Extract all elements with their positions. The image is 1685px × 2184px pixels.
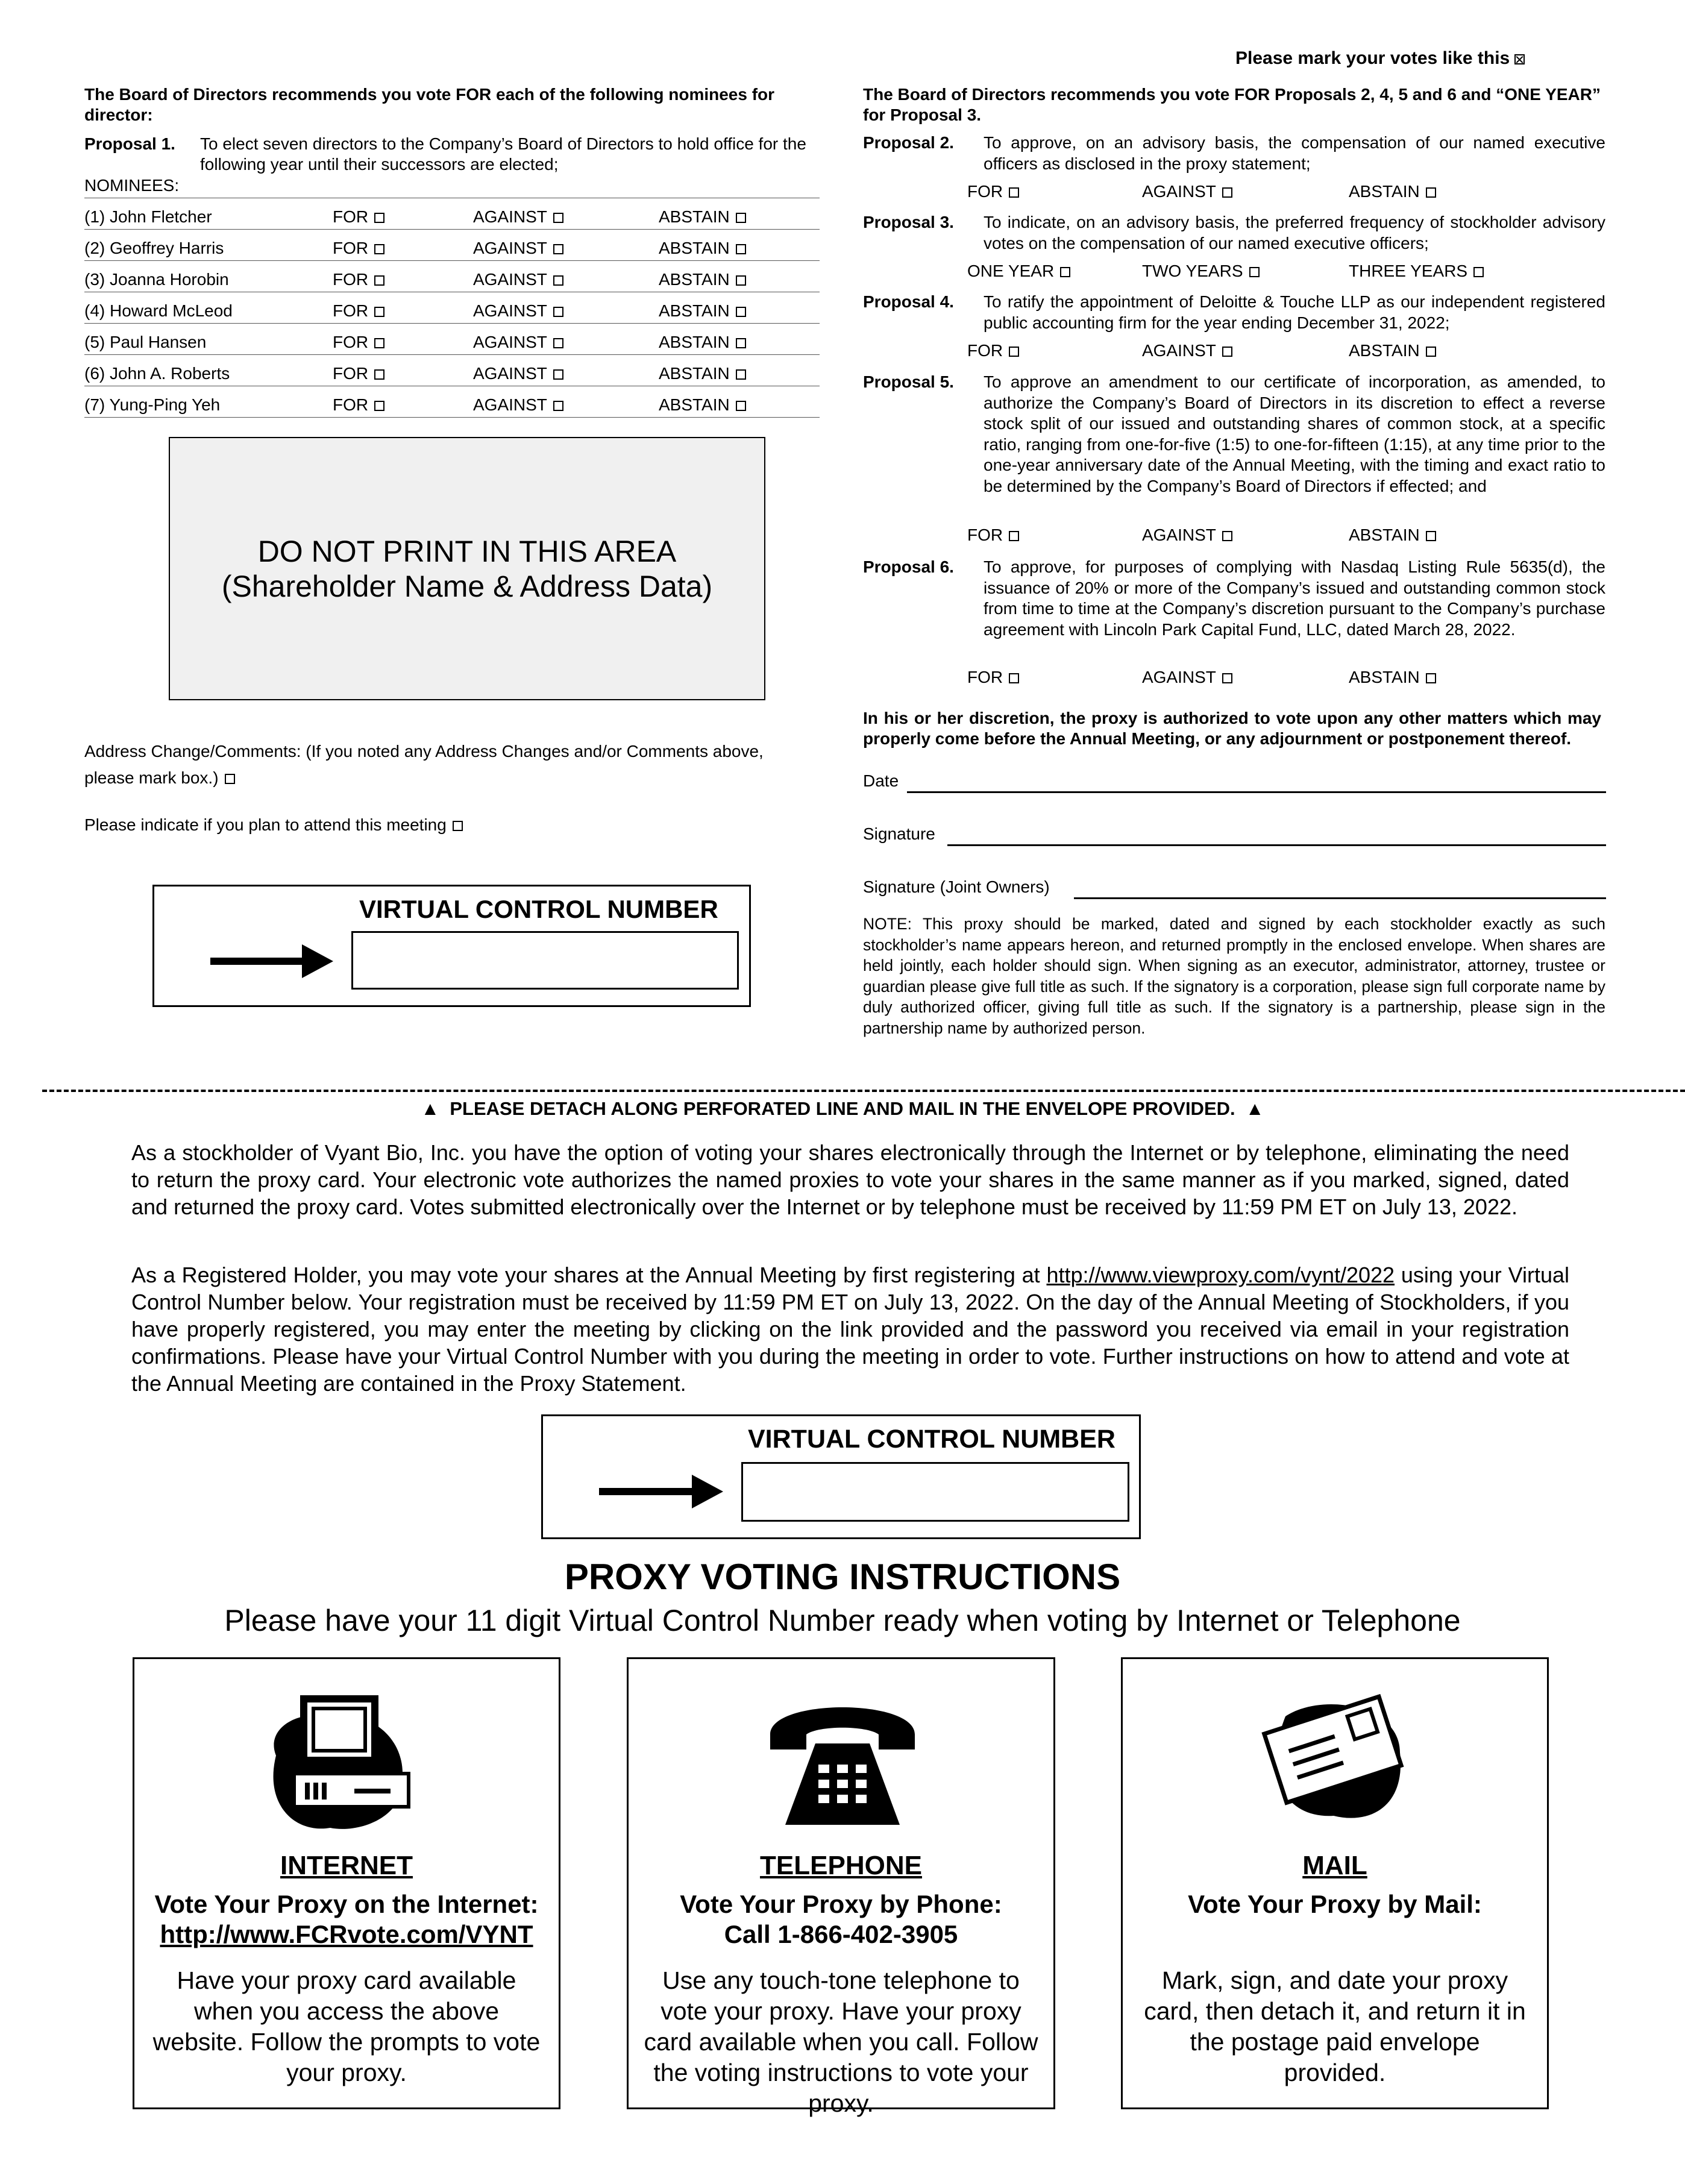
proposal-3-checkbox[interactable] — [1473, 267, 1484, 277]
proposal-text: To approve an amendment to our certificate of incorporation, as amended, to authorize the Company’s Board of Directors in its discretion to effect a reverse stock split of our issued and outstanding shares of common stock, at a specific ratio, ranging from one-for-five (1:5) to one-for-fifteen (1:15), at any time prior to the one-year anniversary date of the Annual Meeting, with the timing and exact ratio to be determined by the Company’s Board of Directors if effected; and — [984, 372, 1605, 495]
proposal-5-checkbox[interactable] — [1426, 531, 1436, 541]
proposal-6-option: ABSTAIN — [1349, 668, 1436, 687]
arrow-head-top — [302, 944, 333, 978]
address-change — [84, 738, 777, 791]
mail-method — [1121, 1657, 1549, 2109]
nominee-name: (4) Howard McLeod — [84, 292, 333, 324]
nominee-abstain-option: ABSTAIN — [659, 324, 820, 355]
mail-instructions: Mark, sign, and date your proxy card, then detach it, and return it in the postage paid envelope provided. — [1144, 1966, 1526, 2086]
telephone-heading: TELEPHONE — [760, 1851, 922, 1880]
proposal-4-checkbox[interactable] — [1009, 347, 1019, 357]
nominee-for-checkbox[interactable] — [374, 369, 384, 380]
up-arrow-right-icon: ▲ — [1245, 1098, 1264, 1119]
computer-icon — [258, 1683, 439, 1840]
nominee-abstain-option: ABSTAIN — [659, 230, 820, 261]
telephone-instructions: Use any touch-tone telephone to vote your proxy. Have your proxy card available when you call. Follow the voting instructions to vote your proxy. — [644, 1966, 1038, 2117]
proposal-2-checkbox[interactable] — [1009, 187, 1019, 198]
nominee-against-option: AGAINST — [473, 198, 659, 230]
proposal-6-option: AGAINST — [1142, 668, 1232, 687]
nominee-for-option: FOR — [333, 198, 473, 230]
nominee-row — [84, 230, 820, 261]
vcn-input-bottom[interactable] — [741, 1462, 1129, 1522]
proposal-3-option: TWO YEARS — [1142, 262, 1260, 281]
nominee-against-option: AGAINST — [473, 324, 659, 355]
nominee-name: (3) Joanna Horobin — [84, 261, 333, 292]
nominee-against-option: AGAINST — [473, 386, 659, 418]
proposal-4-option: ABSTAIN — [1349, 341, 1436, 360]
mail-heading: MAIL — [1302, 1851, 1367, 1880]
nominee-for-option: FOR — [333, 355, 473, 386]
internet-heading: INTERNET — [280, 1851, 413, 1880]
nominee-abstain-option: ABSTAIN — [659, 355, 820, 386]
vcn-title-bottom: VIRTUAL CONTROL NUMBER — [748, 1425, 1115, 1454]
nominee-against-option: AGAINST — [473, 292, 659, 324]
nominee-for-checkbox[interactable] — [374, 338, 384, 348]
internet-instructions: Have your proxy card available when you access the above website. Follow the prompts to vote your proxy. — [152, 1966, 541, 2086]
proposal-3-option: THREE YEARS — [1349, 262, 1484, 281]
proposal-2-checkbox[interactable] — [1426, 187, 1436, 198]
nominee-name: (2) Geoffrey Harris — [84, 230, 333, 261]
vcn-box-top — [152, 885, 751, 1007]
nominee-against-option: AGAINST — [473, 261, 659, 292]
nominee-row — [84, 386, 820, 418]
proposal-5-option: AGAINST — [1142, 526, 1232, 545]
signature-label: Signature — [863, 824, 935, 843]
example-marked-checkbox — [1514, 54, 1525, 64]
nominee-abstain-checkbox[interactable] — [736, 369, 746, 380]
nominee-name: (7) Yung-Ping Yeh — [84, 386, 333, 418]
proposal-5-checkbox[interactable] — [1009, 531, 1019, 541]
arrow-bottom — [599, 1488, 695, 1495]
address-change-text: Address Change/Comments: (If you noted any Address Changes and/or Comments above, please mark box.) — [84, 742, 764, 787]
proposal-4 — [863, 292, 1605, 333]
proposal-number: Proposal 6. — [863, 557, 954, 576]
nominee-for-option: FOR — [333, 230, 473, 261]
up-arrow-left-icon: ▲ — [421, 1098, 440, 1119]
internet-method — [133, 1657, 560, 2109]
nominees-table — [84, 198, 820, 418]
nominee-for-checkbox[interactable] — [374, 213, 384, 223]
nominee-row — [84, 198, 820, 230]
attend-meeting — [84, 815, 463, 835]
nominee-for-checkbox[interactable] — [374, 307, 384, 317]
mail-subheading: Vote Your Proxy by Mail: — [1188, 1890, 1482, 1918]
nominee-for-option: FOR — [333, 386, 473, 418]
vcn-box-bottom — [541, 1414, 1141, 1539]
nominee-row — [84, 324, 820, 355]
nominee-row — [84, 355, 820, 386]
detach-notice: ▲ PLEASE DETACH ALONG PERFORATED LINE AND MAIL IN THE ENVELOPE PROVIDED. ▲ — [421, 1098, 1264, 1119]
proposal-4-option: AGAINST — [1142, 341, 1232, 360]
proposal-5-checkbox[interactable] — [1222, 531, 1232, 541]
mail-envelope-icon — [1249, 1680, 1418, 1831]
signature-line[interactable] — [947, 827, 1606, 846]
proposal-3-option: ONE YEAR — [967, 262, 1070, 281]
fcrvote-link[interactable]: http://www.FCRvote.com/VYNT — [160, 1920, 533, 1948]
nominee-for-checkbox[interactable] — [374, 275, 384, 286]
nominee-abstain-checkbox[interactable] — [736, 244, 746, 254]
proposal-number: Proposal 3. — [863, 213, 954, 231]
proposal-5-option: ABSTAIN — [1349, 526, 1436, 545]
telephone-method — [627, 1657, 1055, 2117]
proposal-1-text: To elect seven directors to the Company’s Board of Directors to hold office for the following year until their successors are elected; — [200, 134, 806, 174]
nominee-against-checkbox[interactable] — [553, 401, 563, 411]
nominee-for-option: FOR — [333, 261, 473, 292]
nominee-for-option: FOR — [333, 324, 473, 355]
nominee-name: (5) Paul Hansen — [84, 324, 333, 355]
perforated-line — [42, 1090, 1685, 1092]
nominee-against-checkbox[interactable] — [553, 307, 563, 317]
arrow-head-bottom — [692, 1475, 723, 1508]
proposal-2-option: FOR — [967, 182, 1019, 201]
nominee-abstain-option: ABSTAIN — [659, 292, 820, 324]
mark-votes-note: Please mark your votes like this — [1235, 48, 1525, 69]
proposal-2-checkbox[interactable] — [1222, 187, 1232, 198]
joint-signature-line[interactable] — [1074, 880, 1606, 899]
telephone-icon — [758, 1686, 927, 1831]
proposal-4-checkbox[interactable] — [1426, 347, 1436, 357]
proposal-4-option: FOR — [967, 341, 1019, 360]
nominee-against-checkbox[interactable] — [553, 338, 563, 348]
nominee-row — [84, 261, 820, 292]
arrow-top — [210, 958, 307, 965]
nominee-row — [84, 292, 820, 324]
proposal-3-checkbox[interactable] — [1060, 267, 1070, 277]
proposal-6-option: FOR — [967, 668, 1019, 687]
right-recommendation: The Board of Directors recommends you vote FOR Proposals 2, 4, 5 and 6 and “ONE YEAR” for Proposal 3. — [863, 85, 1601, 124]
nominee-against-checkbox[interactable] — [553, 275, 563, 286]
proposal-3 — [863, 212, 1605, 254]
do-not-print-title: DO NOT PRINT IN THIS AREA — [257, 534, 677, 568]
nominee-name: (1) John Fletcher — [84, 198, 333, 230]
nominee-abstain-checkbox[interactable] — [736, 213, 746, 223]
do-not-print-subtitle: (Shareholder Name & Address Data) — [221, 569, 713, 603]
nominee-against-option: AGAINST — [473, 230, 659, 261]
nominee-against-checkbox[interactable] — [553, 213, 563, 223]
proposal-2-option: AGAINST — [1142, 182, 1232, 201]
proposal-text: To approve, for purposes of complying with Nasdaq Listing Rule 5635(d), the issuance of 20% or more of the Company’s issued and outstanding common stock from time to time at the Company’s discretion pursuant to the Company’s purchase agreement with Lincoln Park Capital Fund, LLC, dated March 28, 2022. — [984, 557, 1605, 639]
nominee-abstain-checkbox[interactable] — [736, 307, 746, 317]
proposal-6-checkbox[interactable] — [1222, 673, 1232, 683]
proposal-number: Proposal 4. — [863, 292, 954, 311]
proposal-1 — [84, 134, 826, 175]
proposal-number: Proposal 5. — [863, 372, 954, 391]
proposal-1-number: Proposal 1. — [84, 134, 175, 153]
nominee-abstain-option: ABSTAIN — [659, 198, 820, 230]
proposal-4-checkbox[interactable] — [1222, 347, 1232, 357]
instructions-title: PROXY VOTING INSTRUCTIONS — [564, 1557, 1121, 1597]
proposal-text: To indicate, on an advisory basis, the preferred frequency of stockholder advisory votes on the compensation of our named executive officers; — [984, 213, 1605, 253]
electronic-voting-paragraph: As a stockholder of Vyant Bio, Inc. you have the option of voting your shares electronically through the Internet or by telephone, eliminating the need to return the proxy card. Your electronic vote authorizes the named proxies to vote your shares in the same manner as if you marked, signed, dated and returned the proxy card. Votes submitted electronically over the Internet or by telephone must be received by 11:59 PM ET on July 13, 2022. — [131, 1140, 1569, 1219]
nominee-name: (6) John A. Roberts — [84, 355, 333, 386]
proposal-2-option: ABSTAIN — [1349, 182, 1436, 201]
nominee-abstain-checkbox[interactable] — [736, 275, 746, 286]
proposal-text: To approve, on an advisory basis, the compensation of our named executive officers as disclosed in the proxy statement; — [984, 133, 1605, 173]
vcn-input-top[interactable] — [351, 931, 739, 990]
date-line[interactable] — [907, 774, 1606, 793]
telephone-number: Call 1-866-402-3905 — [724, 1920, 958, 1948]
nominee-abstain-checkbox[interactable] — [736, 401, 746, 411]
attend-meeting-text: Please indicate if you plan to attend this meeting — [84, 815, 447, 834]
proposal-5 — [863, 372, 1605, 497]
nominees-label: NOMINEES: — [84, 176, 180, 195]
do-not-print-area — [169, 437, 765, 700]
proposal-3-checkbox[interactable] — [1249, 267, 1260, 277]
proposal-6-checkbox[interactable] — [1426, 673, 1436, 683]
attend-meeting-checkbox[interactable] — [453, 821, 463, 831]
proposal-2 — [863, 133, 1605, 174]
left-recommendation: The Board of Directors recommends you vote FOR each of the following nominees for director: — [84, 85, 775, 124]
nominee-abstain-checkbox[interactable] — [736, 338, 746, 348]
proposal-5-option: FOR — [967, 526, 1019, 545]
nominee-against-checkbox[interactable] — [553, 244, 563, 254]
nominee-abstain-option: ABSTAIN — [659, 261, 820, 292]
signing-note: NOTE: This proxy should be marked, dated and signed by each stockholder exactly as such stockholder’s name appears hereon, and returned promptly in the enclosed envelope. When shares are held jointly, each holder should sign. When signing as an executor, administrator, attorney, trustee or guardian please give full title as such. If the signatory is a corporation, please sign full corporate name by duly authorized officer, giving full title as such. If the signatory is a partnership, please sign in the partnership name by authorized person. — [863, 915, 1605, 1037]
proposal-6-checkbox[interactable] — [1009, 673, 1019, 683]
joint-signature-label: Signature (Joint Owners) — [863, 877, 1050, 896]
proposal-6 — [863, 557, 1605, 640]
nominee-abstain-option: ABSTAIN — [659, 386, 820, 418]
address-change-checkbox[interactable] — [225, 774, 235, 784]
telephone-subheading: Vote Your Proxy by Phone: Call 1-866-402-3905 — [635, 1889, 1047, 1950]
date-label: Date — [863, 771, 899, 790]
nominee-against-option: AGAINST — [473, 355, 659, 386]
nominee-for-checkbox[interactable] — [374, 401, 384, 411]
vcn-title-top: VIRTUAL CONTROL NUMBER — [359, 895, 718, 923]
nominee-for-option: FOR — [333, 292, 473, 324]
internet-subheading: Vote Your Proxy on the Internet: http://www.FCRvote.com/VYNT — [140, 1889, 553, 1950]
proposal-number: Proposal 2. — [863, 133, 954, 152]
registered-holder-paragraph: As a Registered Holder, you may vote your shares at the Annual Meeting by first registering at http://www.viewproxy.com/vynt/2022 using your Virtual Control Number below. Your registration must be received by 11:59 PM ET on July 13, 2022. On the day of the Annual Meeting of Stockholders, if you have properly registered, you may enter the meeting by clicking on the link provided and the password you received via email in your registration confirmations. Please have your Virtual Control Number with you during the meeting in order to vote. Further instructions on how to attend and vote at the Annual Meeting are contained in the Proxy Statement. — [131, 1263, 1569, 1396]
nominee-against-checkbox[interactable] — [553, 369, 563, 380]
nominee-for-checkbox[interactable] — [374, 244, 384, 254]
discretion-text: In his or her discretion, the proxy is authorized to vote upon any other matters which may properly come before the Annual Meeting, or any adjournment or postponement thereof. — [863, 709, 1601, 748]
viewproxy-link[interactable]: http://www.viewproxy.com/vynt/2022 — [1046, 1263, 1395, 1287]
proposal-text: To ratify the appointment of Deloitte & Touche LLP as our independent registered public accounting firm for the year ending December 31, 2022; — [984, 292, 1605, 332]
instructions-subtitle: Please have your 11 digit Virtual Control Number ready when voting by Internet or Telephone — [224, 1604, 1461, 1637]
